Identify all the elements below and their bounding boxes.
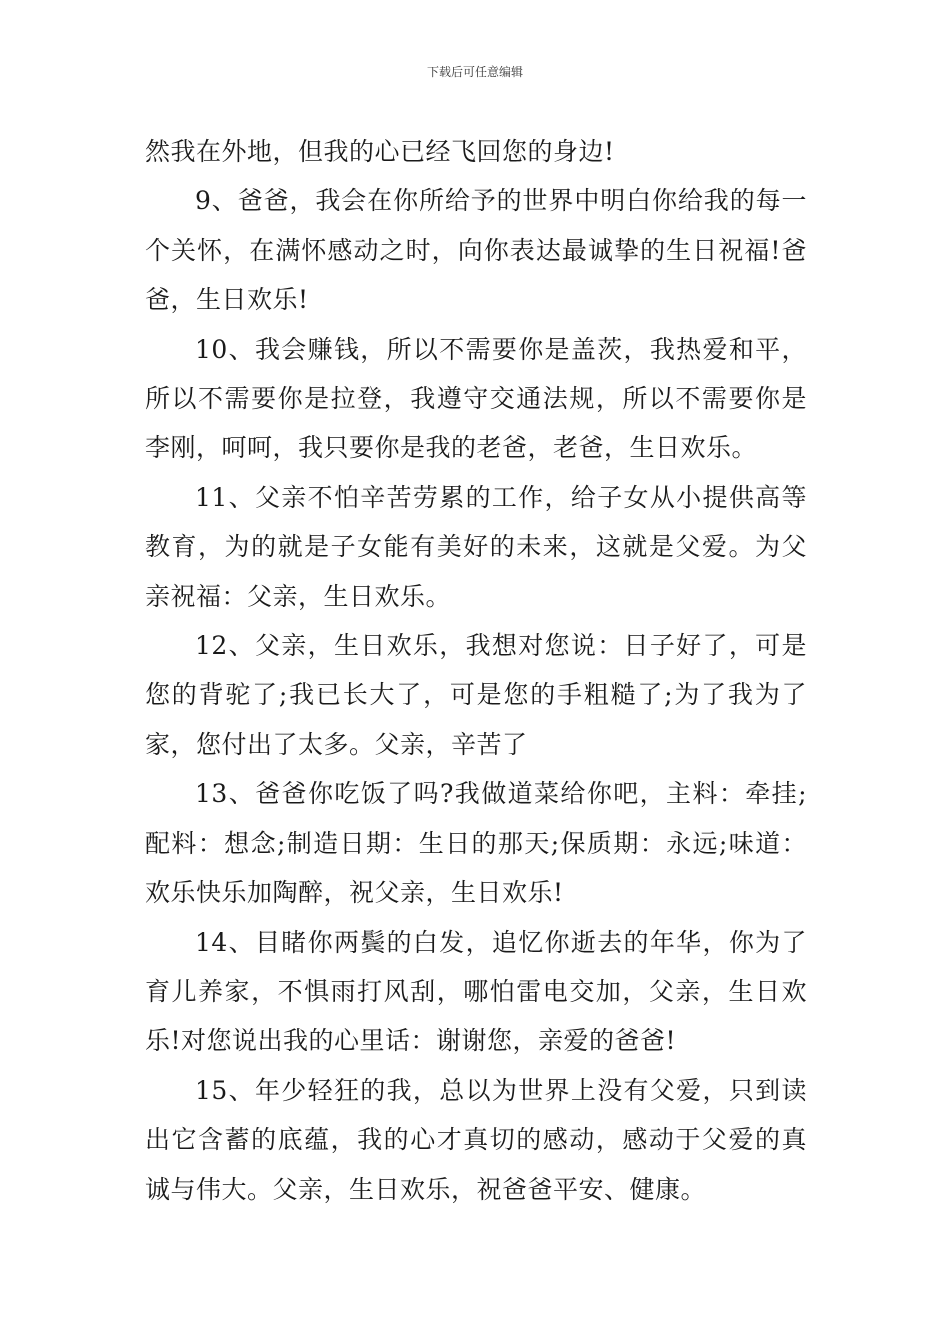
paragraph-item-13: 13、爸爸你吃饭了吗?我做道菜给你吧，主料：牵挂;配料：想念;制造日期：生日的那天;保质期：永远;味道：欢乐快乐加陶醉，祝父亲，生日欢乐! [145,779,807,908]
paragraph-item-11: 11、父亲不怕辛苦劳累的工作，给子女从小提供高等教育，为的就是子女能有美好的未来，这就是父爱。为父亲祝福：父亲，生日欢乐。 [145,482,807,611]
paragraph-item-15: 15、年少轻狂的我，总以为世界上没有父爱，只到读出它含蓄的底蕴，我的心才真切的感动，感动于父爱的真诚与伟大。父亲，生日欢乐，祝爸爸平安、健康。 [145,1075,807,1204]
paragraph-item-9: 9、爸爸，我会在你所给予的世界中明白你给我的每一个关怀，在满怀感动之时，向你表达最诚挚的生日祝福!爸爸，生日欢乐! [145,186,807,315]
paragraph-continuation: 然我在外地，但我的心已经飞回您的身边! [145,137,615,166]
paragraph-item-12: 12、父亲，生日欢乐，我想对您说：日子好了，可是您的背驼了;我已长大了，可是您的手粗糙了;为了我为了家，您付出了太多。父亲，辛苦了 [145,631,807,759]
document-body [145,127,807,1214]
paragraph-item-14: 14、目睹你两鬓的白发，追忆你逝去的年华，你为了育儿养家，不惧雨打风刮，哪怕雷电交加，父亲，生日欢乐!对您说出我的心里话：谢谢您，亲爱的爸爸! [145,927,807,1056]
page-header-note: 下载后可任意编辑 [426,65,523,79]
paragraph-item-10: 10、我会赚钱，所以不需要你是盖茨，我热爱和平，所以不需要你是拉登，我遵守交通法规，所以不需要你是李刚，呵呵，我只要你是我的老爸，老爸，生日欢乐。 [145,334,807,463]
